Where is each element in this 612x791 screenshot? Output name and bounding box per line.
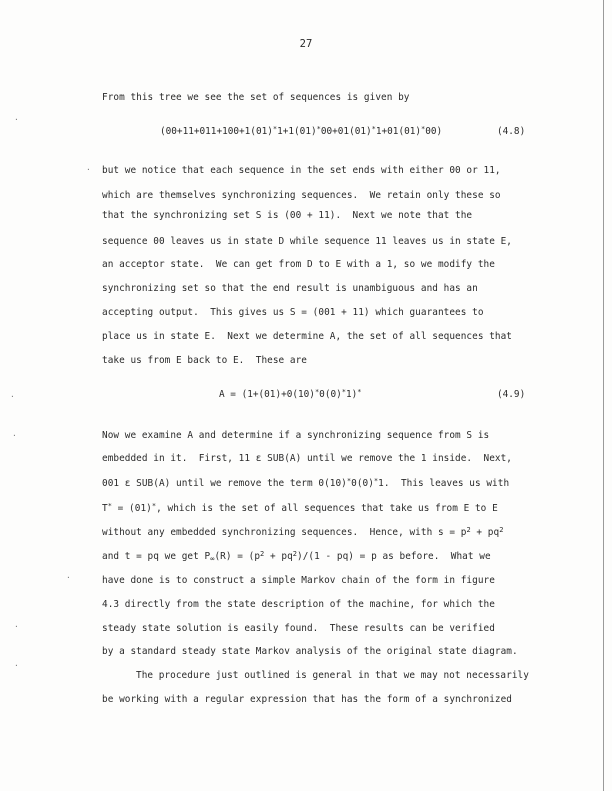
para1-line-5: an acceptor state. We can get from D to E with a 1, so we modify the <box>102 259 495 270</box>
equation-number-4-9: (4.9) <box>497 389 526 400</box>
para1-line-8: place us in state E. Next we determine A, the set of all sequences that <box>102 331 512 342</box>
equation-4-9: A = (1+(01)+0(10)*0(0)*1)* <box>219 388 362 400</box>
para2-line-5: without any embedded synchronizing sequences. Hence, with $s = p^2 + pq^2$ <box>102 526 504 538</box>
scan-speck: · <box>86 165 91 174</box>
para2-line-2: embedded in it. First, 11 ε SUB(A) until we remove the 1 inside. Next, <box>102 453 512 464</box>
para2-line-7: have done is to construct a simple Markov chain of the form in figure <box>102 575 495 586</box>
para2-line-3: 001 ε SUB(A) until we remove the term 0(10)*0(0)*1. This leaves us with <box>102 477 510 489</box>
para3-line-2: be working with a regular expression that has the form of a synchronized <box>102 694 512 705</box>
scan-speck: · <box>14 115 19 124</box>
para1-line-9: take us from E back to E. These are <box>102 355 307 366</box>
scan-speck: · <box>14 622 19 631</box>
para2-line-10: by a standard steady state Markov analysis of the original state diagram. <box>102 646 518 657</box>
equation-4-8: (00+11+011+100+1(01)*1+1(01)*00+01(01)*1+01(01)*00) <box>160 125 443 137</box>
para1-line-1: but we notice that each sequence in the set ends with either 00 or 11, <box>102 165 501 176</box>
para2-line-1: Now we examine A and determine if a synchronizing sequence from S is <box>102 430 490 441</box>
para1-line-7: accepting output. This gives us S = (001 + 11) which guarantees to <box>102 307 484 318</box>
scan-speck: · <box>66 573 71 582</box>
para2-line-8: 4.3 directly from the state description of the machine, for which the <box>102 599 495 610</box>
para1-line-2: which are themselves synchronizing sequences. We retain only these so <box>102 190 501 201</box>
scan-speck: · <box>12 431 17 440</box>
para3-line-1: The procedure just outlined is general in that we may not necessarily <box>136 670 529 681</box>
intro-line: From this tree we see the set of sequences is given by <box>102 92 410 103</box>
scan-speck: · <box>14 661 19 670</box>
para2-line-9: steady state solution is easily found. These results can be verified <box>102 623 495 634</box>
para1-line-4: sequence 00 leaves us in state D while sequence 11 leaves us in state E, <box>102 236 512 247</box>
para1-line-6: synchronizing set so that the end result is unambiguous and has an <box>102 283 478 294</box>
page-number: 27 <box>299 38 313 50</box>
para2-line-6: and t = pq we get $P_\infty(R) = (p^2 + pq^2)/(1 - pq) = p$ as before. What we <box>102 550 491 563</box>
para1-line-3: that the synchronizing set S is (00 + 11). Next we note that the <box>102 210 473 221</box>
page-edge-line <box>603 0 604 791</box>
equation-number-4-8: (4.8) <box>497 126 526 137</box>
scan-speck: · <box>10 392 15 401</box>
para2-line-4: T* = (01)*, which is the set of all sequences that take us from E to E <box>102 502 498 514</box>
